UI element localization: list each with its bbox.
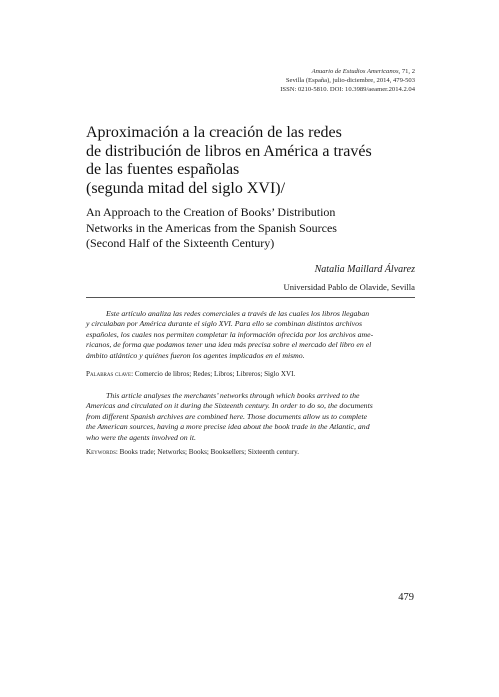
keywords-es-text: Comercio de libros; Redes; Libros; Libreros; Siglo XVI. [133, 370, 296, 378]
abstract-en-line: the American sources, having a more precise idea about the book trade in the Atlantic, and [86, 422, 370, 432]
author-block [283, 263, 415, 294]
abstract-english [86, 391, 415, 443]
journal-name: Anuario de Estudios Americanos [311, 68, 399, 75]
title-es-line: (segunda mitad del siglo XVI)/ [86, 179, 286, 197]
keywords-en-text: Books trade; Networks; Books; Booksellers; Sixteenth century. [117, 448, 300, 456]
keywords-spanish [86, 369, 415, 379]
author-name: Natalia Maillard Álvarez [314, 264, 415, 275]
journal-header [280, 67, 415, 95]
title-en-line: An Approach to the Creation of Books’ Distribution [86, 205, 336, 219]
abstract-es-line: y circulaban por América durante el siglo XVI. Para ello se combinan distintos archivos [86, 319, 363, 329]
abstract-es-line: españoles, los cuales nos permiten completar la información ofrecida por los archivos ame- [86, 329, 374, 339]
author-affiliation: Universidad Pablo de Olavide, Sevilla [283, 282, 415, 292]
title-es-line: de las fuentes españolas [86, 161, 240, 178]
abstract-en-line: who were the agents involved on it. [86, 432, 196, 442]
abstract-es-line: ricanos, de forma que podamos tener una idea más precisa sobre el mercado del libro en el [86, 340, 372, 350]
page-number: 479 [398, 592, 414, 603]
header-line-1 [280, 67, 415, 76]
title-es-line: Aproximación a la creación de las redes [86, 124, 342, 141]
abstract-es-line: Este artículo analiza las redes comerciales a través de las cuales los libros llegaban [106, 309, 370, 318]
keywords-en-label: Keywords: [86, 448, 118, 456]
title-es-line: de distribución de libros en América a través [86, 142, 372, 160]
header-line-3: ISSN: 0210-5810. DOI: 10.3989/aeamer.2014.2.04 [280, 86, 415, 94]
abstract-en-line: from different Spanish archives are combined here. Those documents allow us to complete [86, 411, 368, 421]
title-spanish [86, 124, 426, 198]
title-en-line: (Second Half of the Sixteenth Century) [86, 236, 275, 250]
abstract-es-line: ámbito atlántico y quiénes fueron los agentes implicados en el mismo. [86, 350, 305, 360]
abstract-en-line: This article analyses the merchants’ networks through which books arrived to the [106, 391, 360, 400]
abstract-spanish [86, 309, 415, 361]
journal-volume: , 71, 2 [398, 68, 415, 75]
title-english [86, 205, 426, 252]
keywords-english [86, 447, 415, 457]
header-line-2: Sevilla (España), julio-diciembre, 2014, 479-503 [285, 77, 415, 85]
title-en-line: Networks in the Americas from the Spanish Sources [86, 220, 337, 235]
abstract-en-line: Americas and circulated on it during the Sixteenth century. In order to do so, the documents [86, 401, 373, 411]
keywords-es-label: Palabras clave: [86, 370, 134, 378]
separator-rule [86, 297, 415, 298]
